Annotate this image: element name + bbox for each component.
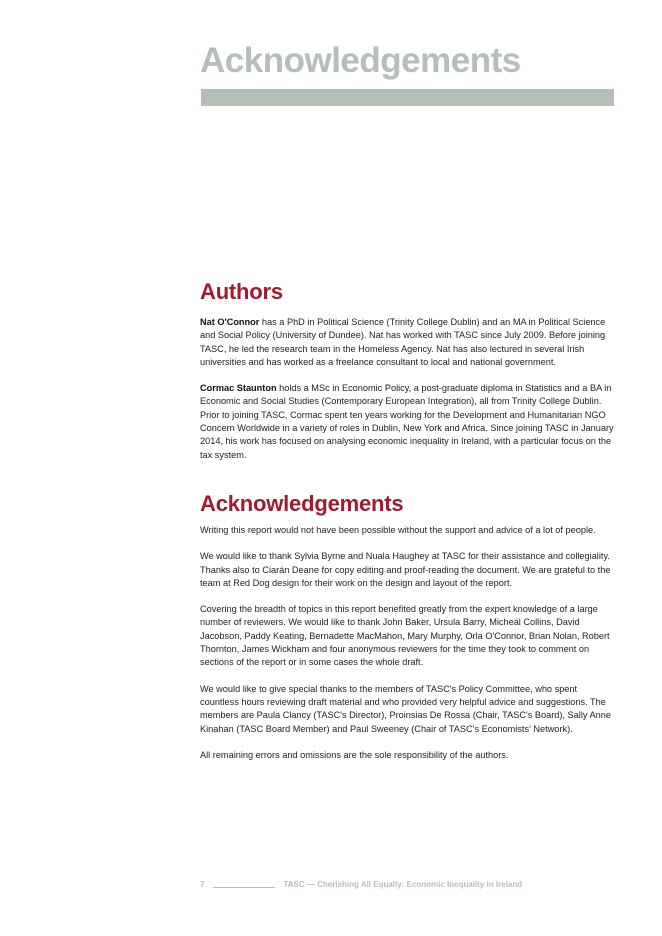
- authors-heading: Authors: [200, 279, 283, 304]
- page-title: Acknowledgements: [200, 41, 521, 80]
- author-bio-text: holds a MSc in Economic Policy, a post-graduate diploma in Statistics and a BA in Economic and Social Studies (Contemporary European Integration), all from Trinity College Dublin. Prior to joining TASC, Cormac spent ten years working for the Development and Humanitarian NGO Concern Worldwide in a variety of roles in Dublin, New York and Africa. Since joining TASC in January 2014, his work has focused on analysing economic inequality in Ireland, with a particular focus on the tax system.: [200, 383, 614, 460]
- footer-publication-title: TASC — Cherishing All Equally: Economic Inequality in Ireland: [283, 880, 523, 889]
- author-bio-cormac-staunton: [200, 382, 616, 462]
- page-number: 7: [200, 880, 205, 889]
- author-name: Nat O'Connor: [200, 317, 260, 327]
- page-footer: [200, 880, 522, 889]
- ack-paragraph: All remaining errors and omissions are the sole responsibility of the authors.: [200, 749, 509, 760]
- author-name: Cormac Staunton: [200, 383, 277, 394]
- author-bio-text: has a PhD in Political Science (Trinity College Dublin) and an MA in Political Science and Social Policy (University of Dundee). Nat has worked with TASC since July 2009. Before joining TASC, he led the research team in the Homeless Agency. Nat has also lectured in several Irish universities and has worked as a freelance consultant to local and national government.: [200, 317, 606, 367]
- ack-paragraph: We would like to give special thanks to the members of TASC's Policy Committee, who spent countless hours reviewing draft material and who provided very helpful advice and suggestions. The members are Paula Clancy (TASC's Director), Proinsias De Rossa (Chair, TASC's Board), Sally Anne Kinahan (TASC Board Member) and Paul Sweeney (Chair of TASC's Economists' Network).: [200, 683, 611, 734]
- footer-rule: [213, 887, 275, 888]
- acknowledgements-heading: Acknowledgements: [200, 490, 404, 516]
- ack-paragraph: Covering the breadth of topics in this report benefited greatly from the expert knowledge of a large number of reviewers. We would like to thank John Baker, Ursula Barry, Micheál Collins, David Jacobson, Paddy Keating, Bernadette MacMahon, Mary Murphy, Orla O'Connor, Brian Nolan, Robert Thornton, James Wickham and four anonymous reviewers for the time they took to comment on sections of the report or in some cases the whole draft.: [200, 604, 610, 668]
- title-underline-bar: [201, 89, 614, 106]
- ack-paragraph: Writing this report would not have been possible without the support and advice of a lot of people.: [200, 524, 596, 535]
- ack-paragraph: We would like to thank Sylvia Byrne and Nuala Haughey at TASC for their assistance and collegiality. Thanks also to Ciarán Deane for copy editing and proof-reading the document. We are grateful to the team at Red Dog design for their work on the design and layout of the report.: [200, 551, 611, 588]
- author-bio-nat-oconnor: [200, 316, 616, 369]
- page-content: [200, 278, 616, 775]
